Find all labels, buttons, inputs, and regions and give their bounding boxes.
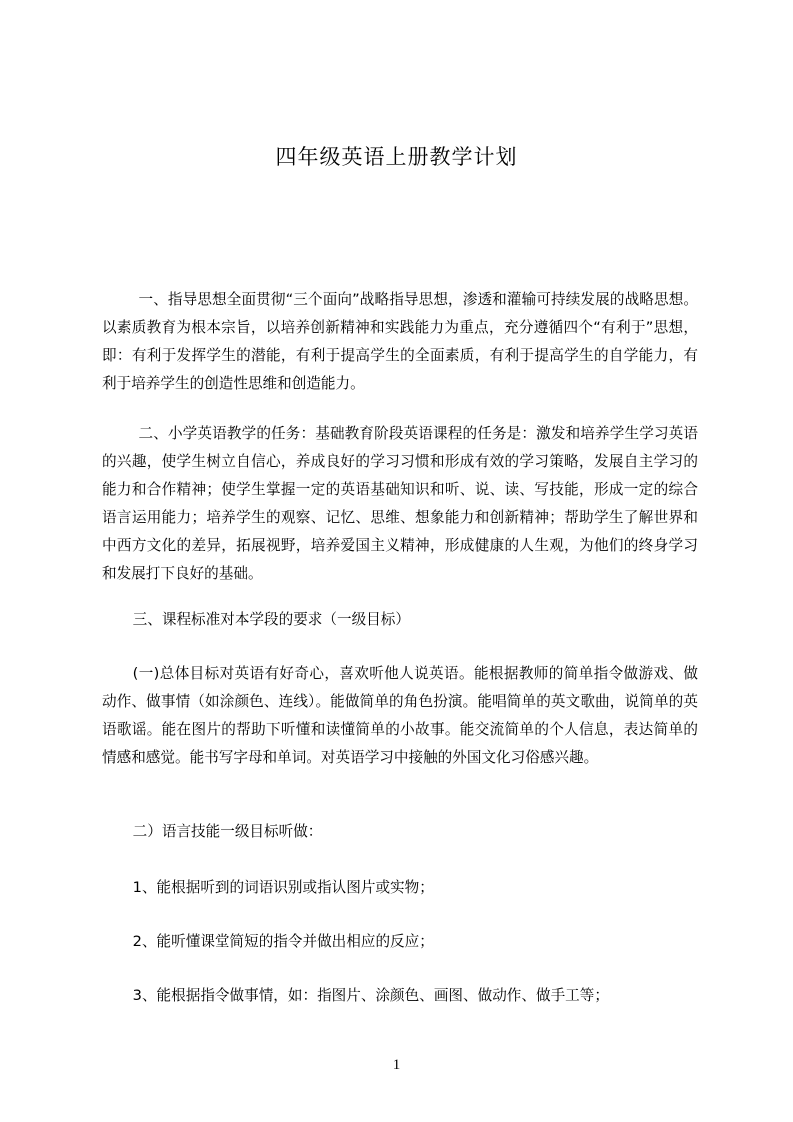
paragraph-language-skills: 二）语言技能一级目标听做： bbox=[132, 823, 323, 840]
page-number: 1 bbox=[392, 1057, 401, 1073]
paragraph-curriculum-requirements: 三、课程标准对本学段的要求（一级目标） bbox=[132, 611, 410, 628]
paragraph-overall-goals: (一)总体目标对英语有好奇心，喜欢听他人说英语。能根据教师的简单指令做游戏、做动作、做事情（如涂颜色、连线）。能做简单的角色扮演。能唱简单的英文歌曲，说简单的英语歌谣。能在图片的帮助下听懂和读懂简单的小故事。能交流简单的个人信息，表达简单的情感和感觉。能书写字母和单词。对英语学习中接触的外国文化习俗感兴趣。 bbox=[102, 665, 698, 766]
list-item-listen-identify: 1、能根据听到的词语识别或指认图片或实物； bbox=[132, 879, 434, 896]
document-title: 四年级英语上册教学计划 bbox=[275, 145, 518, 169]
list-item-classroom-instructions: 2、能听懂课堂简短的指令并做出相应的反应； bbox=[132, 933, 434, 950]
paragraph-guiding-ideology: 一、指导思想全面贯彻“三个面向”战略指导思想，渗透和灌输可持续发展的战略思想。以素质教育为根本宗旨，以培养创新精神和实践能力为重点，充分遵循四个“有利于”思想，即：有利于发挥学生的潜能，有利于提高学生的全面素质，有利于提高学生的自学能力，有利于培养学生的创造性思维和创造能力。 bbox=[102, 291, 698, 392]
list-item-follow-instructions: 3、能根据指令做事情，如：指图片、涂颜色、画图、做动作、做手工等； bbox=[132, 987, 609, 1004]
paragraph-teaching-tasks: 二、小学英语教学的任务：基础教育阶段英语课程的任务是：激发和培养学生学习英语的兴趣，使学生树立自信心，养成良好的学习习惯和形成有效的学习策略，发展自主学习的能力和合作精神；使学生掌握一定的英语基础知识和听、说、读、写技能，形成一定的综合语言运用能力；培养学生的观察、记忆、思维、想象能力和创新精神；帮助学生了解世界和中西方文化的差异，拓展视野，培养爱国主义精神，形成健康的人生观，为他们的终身学习和发展打下良好的基础。 bbox=[102, 425, 698, 582]
